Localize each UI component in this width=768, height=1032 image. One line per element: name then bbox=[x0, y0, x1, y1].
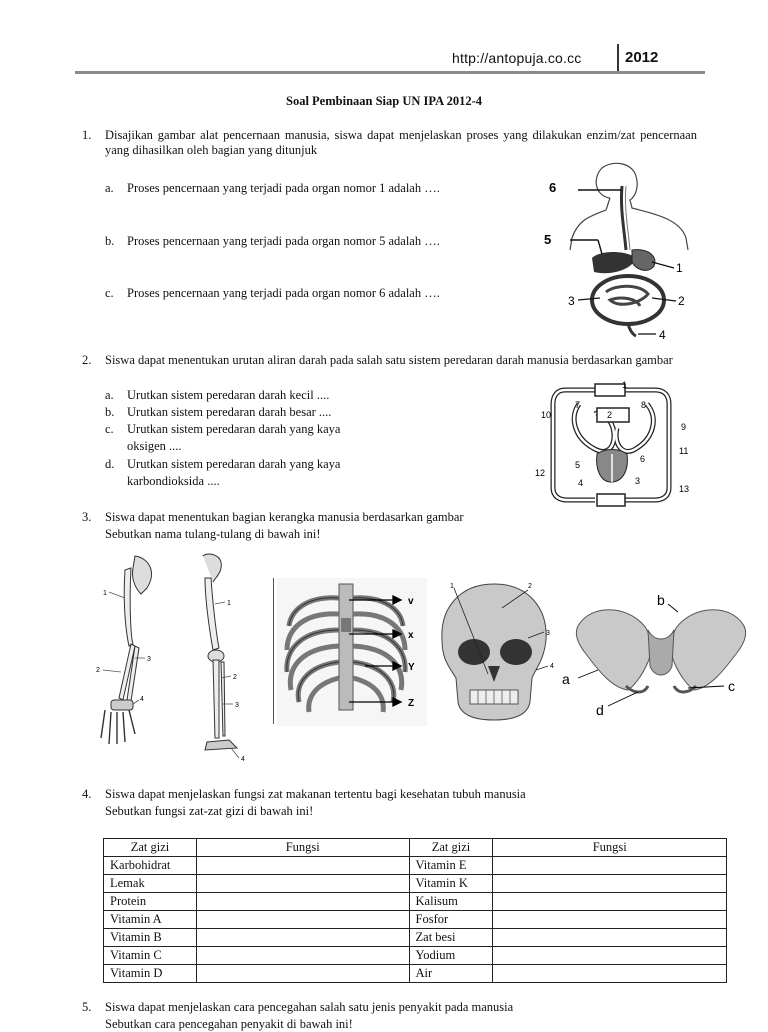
q1-a-text: Proses pencernaan yang terjadi pada organ nomor 1 adalah …. bbox=[127, 181, 440, 195]
q2-a-text: Urutkan sistem peredaran darah kecil .... bbox=[127, 388, 330, 402]
table-row bbox=[104, 893, 727, 911]
q2-c-letter: c. bbox=[105, 422, 114, 436]
function-cell[interactable] bbox=[196, 857, 409, 875]
function-cell[interactable] bbox=[493, 875, 727, 893]
arm-label-3: 3 bbox=[147, 656, 151, 663]
q1-b-text: Proses pencernaan yang terjadi pada organ nomor 5 adalah …. bbox=[127, 234, 440, 248]
nutrient-name: Karbohidrat bbox=[104, 857, 197, 875]
table-row bbox=[104, 947, 727, 965]
q5-number: 5. bbox=[82, 1000, 92, 1014]
col-header-zat-gizi-2: Zat gizi bbox=[409, 839, 493, 857]
circ-label-13: 13 bbox=[679, 484, 690, 494]
q1-b-letter: b. bbox=[105, 234, 115, 248]
pelvis-label-c: c bbox=[728, 678, 735, 694]
q5-line1: Siswa dapat menjelaskan cara pencegahan salah satu jenis penyakit pada manusia bbox=[105, 1000, 514, 1014]
nutrient-name: Zat besi bbox=[409, 929, 493, 947]
nutrient-name: Vitamin D bbox=[104, 965, 197, 983]
circ-label-9: 9 bbox=[681, 422, 687, 432]
rib-label-v: v bbox=[408, 596, 414, 607]
function-cell[interactable] bbox=[196, 929, 409, 947]
page-title: Soal Pembinaan Siap UN IPA 2012-4 bbox=[286, 94, 482, 108]
circ-label-3: 3 bbox=[635, 476, 641, 486]
function-cell[interactable] bbox=[493, 929, 727, 947]
circ-label-8: 8 bbox=[641, 400, 647, 410]
circ-label-1: 1 bbox=[622, 380, 628, 390]
figure-divider bbox=[273, 578, 274, 724]
function-cell[interactable] bbox=[493, 857, 727, 875]
circ-label-10: 10 bbox=[541, 410, 552, 420]
q2-b-letter: b. bbox=[105, 405, 115, 419]
nutrient-name: Yodium bbox=[409, 947, 493, 965]
rib-label-y: Y bbox=[408, 662, 415, 673]
nutrient-name: Vitamin K bbox=[409, 875, 493, 893]
q3-line1: Siswa dapat menentukan bagian kerangka manusia berdasarkan gambar bbox=[105, 510, 464, 524]
q2-c-text2: oksigen .... bbox=[127, 439, 182, 453]
arm-label-1: 1 bbox=[103, 590, 107, 597]
table-row bbox=[104, 911, 727, 929]
function-cell[interactable] bbox=[493, 893, 727, 911]
arm-label-2: 2 bbox=[96, 667, 100, 674]
nutrient-table-header bbox=[104, 839, 727, 857]
q2-a-letter: a. bbox=[105, 388, 114, 402]
col-header-zat-gizi: Zat gizi bbox=[104, 839, 197, 857]
q3-line2: Sebutkan nama tulang-tulang di bawah ini! bbox=[105, 527, 321, 541]
q1-c-text: Proses pencernaan yang terjadi pada organ nomor 6 adalah …. bbox=[127, 286, 440, 300]
pelvis-figure bbox=[562, 590, 753, 722]
circulation-figure bbox=[535, 378, 700, 510]
digest-label-3: 3 bbox=[568, 294, 575, 308]
nutrient-name: Vitamin E bbox=[409, 857, 493, 875]
rib-label-x: x bbox=[408, 630, 414, 641]
header-divider bbox=[617, 44, 619, 74]
function-cell[interactable] bbox=[196, 911, 409, 929]
digest-label-6: 6 bbox=[549, 180, 557, 195]
q4-number: 4. bbox=[82, 787, 92, 801]
q2-d-text: Urutkan sistem peredaran darah yang kaya bbox=[127, 457, 341, 471]
q2-c-text: Urutkan sistem peredaran darah yang kaya bbox=[127, 422, 341, 436]
q1-number: 1. bbox=[82, 128, 92, 142]
skull-label-3: 3 bbox=[546, 630, 550, 637]
nutrient-name: Protein bbox=[104, 893, 197, 911]
q2-b-text: Urutkan sistem peredaran darah besar .... bbox=[127, 405, 332, 419]
circ-label-7: 7 bbox=[575, 400, 581, 410]
arm-label-4: 4 bbox=[140, 696, 144, 703]
header-rule bbox=[75, 71, 705, 74]
q4-line2: Sebutkan fungsi zat-zat gizi di bawah ini! bbox=[105, 804, 314, 818]
leg-label-1: 1 bbox=[227, 600, 231, 607]
function-cell[interactable] bbox=[196, 965, 409, 983]
q1-a-letter: a. bbox=[105, 181, 114, 195]
skull-label-1: 1 bbox=[450, 583, 454, 590]
pelvis-label-d: d bbox=[596, 702, 604, 718]
digest-label-1: 1 bbox=[676, 261, 683, 275]
nutrient-name: Lemak bbox=[104, 875, 197, 893]
nutrient-name: Air bbox=[409, 965, 493, 983]
nutrient-name: Vitamin B bbox=[104, 929, 197, 947]
circ-label-2: 2 bbox=[607, 410, 613, 420]
header-year: 2012 bbox=[625, 49, 659, 66]
table-row bbox=[104, 929, 727, 947]
q4-line1: Siswa dapat menjelaskan fungsi zat makanan tertentu bagi kesehatan tubuh manusia bbox=[105, 787, 526, 801]
circ-label-4: 4 bbox=[578, 478, 584, 488]
nutrient-name: Kalisum bbox=[409, 893, 493, 911]
digestive-system-figure bbox=[540, 158, 700, 344]
q1-text: Disajikan gambar alat pencernaan manusia, siswa dapat menjelaskan proses yang dilakukan enzim/zat pencernaan yang dihasilkan oleh bagian yang ditunjuk bbox=[105, 128, 697, 157]
circ-label-6: 6 bbox=[640, 454, 646, 464]
table-row bbox=[104, 965, 727, 983]
ribcage-figure bbox=[277, 578, 427, 726]
col-header-fungsi: Fungsi bbox=[196, 839, 409, 857]
function-cell[interactable] bbox=[493, 965, 727, 983]
q3-number: 3. bbox=[82, 510, 92, 524]
col-header-fungsi-2: Fungsi bbox=[493, 839, 727, 857]
function-cell[interactable] bbox=[196, 893, 409, 911]
table-row bbox=[104, 875, 727, 893]
circ-label-12: 12 bbox=[535, 468, 546, 478]
leg-label-3: 3 bbox=[235, 702, 239, 709]
skull-label-4: 4 bbox=[550, 663, 554, 670]
table-row bbox=[104, 857, 727, 875]
skull-label-2: 2 bbox=[528, 583, 532, 590]
q1-c-letter: c. bbox=[105, 286, 114, 300]
skull-figure bbox=[432, 578, 564, 724]
q2-number: 2. bbox=[82, 353, 92, 367]
circ-label-5: 5 bbox=[575, 460, 581, 470]
q2-d-text2: karbondioksida .... bbox=[127, 474, 220, 488]
leg-label-4: 4 bbox=[241, 756, 245, 763]
leg-label-2: 2 bbox=[233, 674, 237, 681]
function-cell[interactable] bbox=[493, 947, 727, 965]
q5-line2: Sebutkan cara pencegahan penyakit di bawah ini! bbox=[105, 1017, 353, 1031]
arm-skeleton-figure bbox=[95, 548, 165, 748]
circ-label-11: 11 bbox=[679, 446, 689, 456]
header-url[interactable]: http://antopuja.co.cc bbox=[452, 50, 582, 66]
function-cell[interactable] bbox=[196, 875, 409, 893]
q2-d-letter: d. bbox=[105, 457, 115, 471]
q2-text: Siswa dapat menentukan urutan aliran darah pada salah satu sistem peredaran darah manusia berdasarkan gambar bbox=[105, 353, 673, 367]
pelvis-label-b: b bbox=[657, 592, 665, 608]
function-cell[interactable] bbox=[493, 911, 727, 929]
digest-label-4: 4 bbox=[659, 328, 666, 342]
digest-label-5: 5 bbox=[544, 232, 552, 247]
nutrient-name: Vitamin C bbox=[104, 947, 197, 965]
leg-skeleton-figure bbox=[185, 548, 255, 763]
nutrient-name: Fosfor bbox=[409, 911, 493, 929]
nutrient-table bbox=[103, 838, 727, 983]
pelvis-label-a: a bbox=[562, 671, 570, 687]
rib-label-z: Z bbox=[408, 698, 415, 709]
digest-label-2: 2 bbox=[678, 294, 685, 308]
function-cell[interactable] bbox=[196, 947, 409, 965]
nutrient-name: Vitamin A bbox=[104, 911, 197, 929]
